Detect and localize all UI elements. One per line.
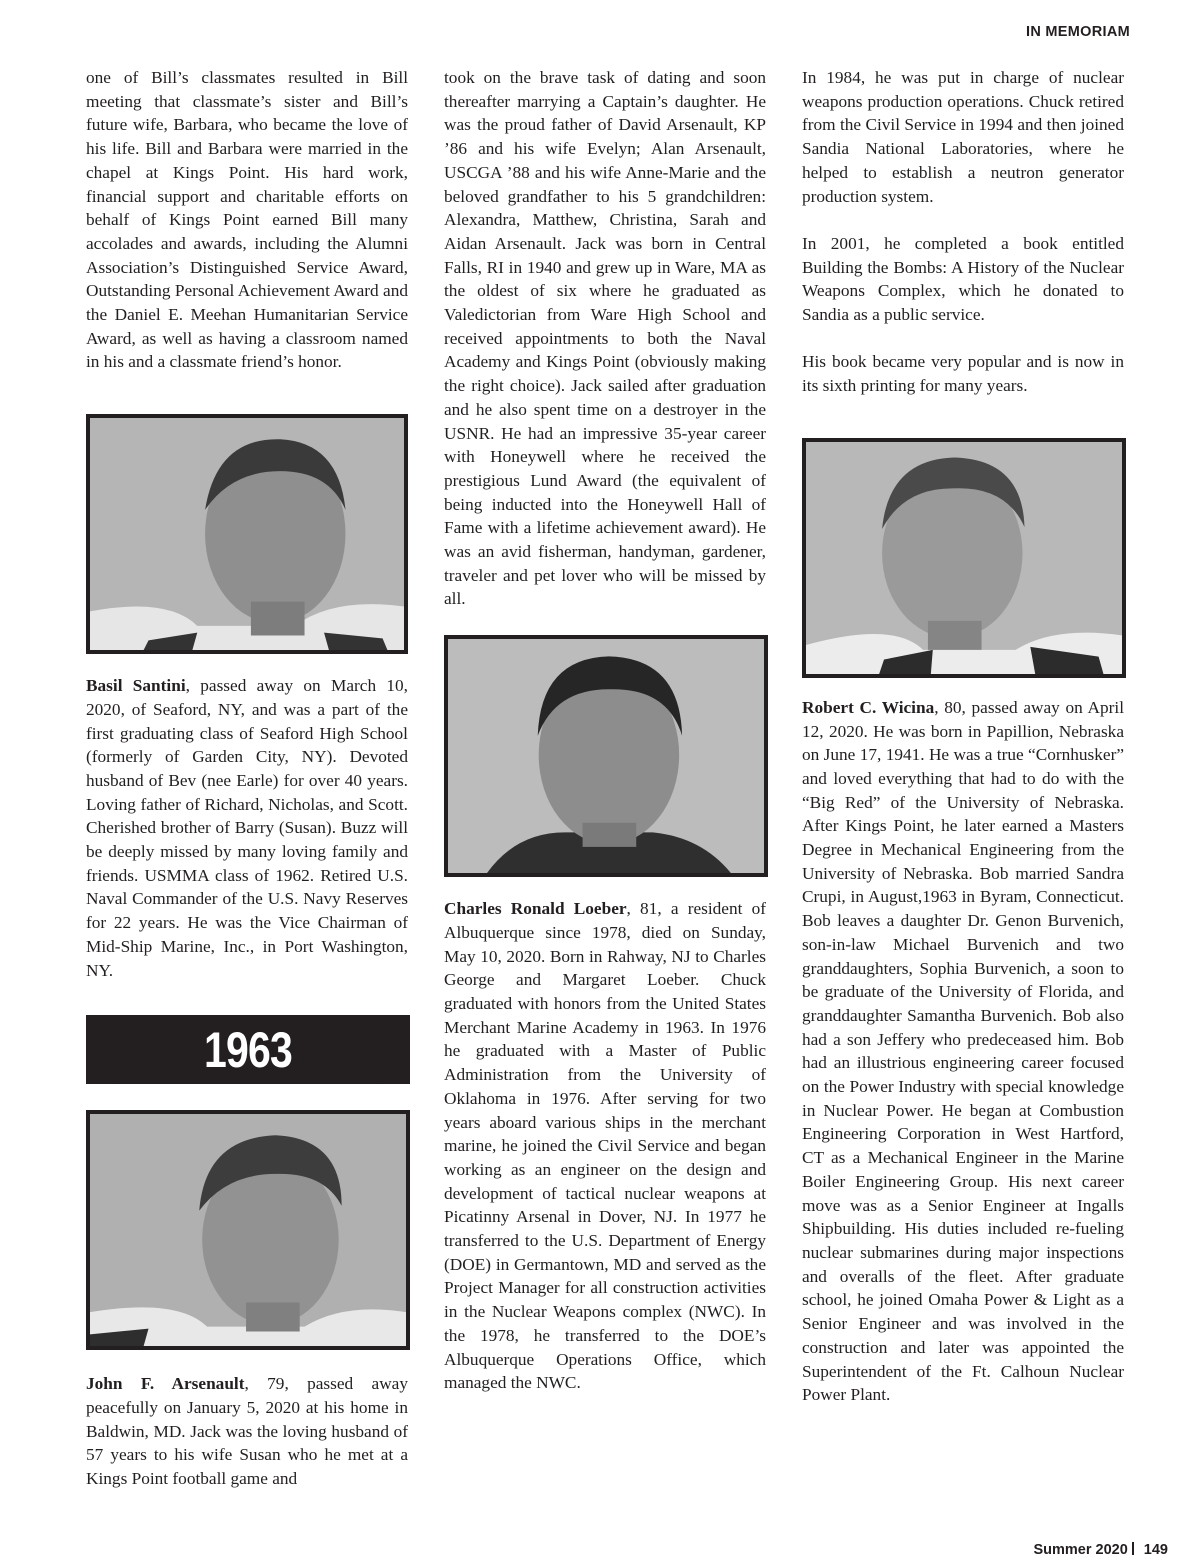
arsenault-portrait — [86, 1110, 410, 1350]
section-label: IN MEMORIAM — [1026, 24, 1130, 40]
column-3 — [802, 66, 1124, 1407]
loeber-text: , 81, a resident of Albuquerque since 1978, died on Sunday, May 10, 2020. Born in Rahway, NJ to Charles George and Margaret Loeber. Chuck graduated with honors from the United States Merchant Marine Academy in 1963. In 1976 he graduated with a Master of Public Administration from the University of Oklahoma in 1976. After serving for two years aboard various ships in the merchant marine, he joined the Civil Service and began working as an engineer on the design and development of tactical nuclear weapons at Picatinny Arsenal in Dover, NJ. In 1977 he transferred to the U.S. Department of Energy (DOE) in Germantown, MD and served as the Project Manager for all construction activities in the Nuclear Weapons complex (NWC). In the 1978, he transferred to the DOE’s Albuquerque Operations Office, which managed the NWC. — [444, 899, 766, 1393]
class-year-banner — [86, 1015, 410, 1084]
page-number: 149 — [1143, 1542, 1168, 1558]
bill-obituary-continuation: one of Bill’s classmates resulted in Bill meeting that classmate’s sister and Bill’s future wife, Barbara, who became the love of his life. Bill and Barbara were married in the chapel at Kings Point. His hard work, financial support and charitable efforts on behalf of Kings Point earned Bill many accolades and awards, including the Alumni Association’s Distinguished Service Award, Outstanding Personal Achievement Award and the Daniel E. Meehan Humanitarian Service Award, as well as having a classroom named in his and a classmate friend’s honor. — [86, 68, 408, 372]
wicina-portrait — [802, 438, 1126, 678]
arsenault-obituary — [86, 1372, 408, 1491]
issue-label: Summer 2020 — [1033, 1542, 1128, 1558]
column-2 — [444, 66, 766, 1395]
arsenault-obituary-continuation: took on the brave task of dating and soon thereafter marrying a Captain’s daughter. He was the proud father of David Arsenault, KP ’86 and his wife Evelyn; Alan Arsenault, USCGA ’88 and his wife Anne-Marie and the beloved grandfather to his 5 grandchildren: Alexandra, Matthew, Christina, Sarah and Aidan Arsenault. Jack was born in Central Falls, RI in 1940 and grew up in Ware, MA as the oldest of six where he graduated as Valedictorian from Ware High School and received appointments to both the Naval Academy and Kings Point (obviously making the right choice). Jack sailed after graduation and he also spent time on a destroyer in the USNR. He had an impressive 35-year career with Honeywell where he received the prestigious Lund Award (the equivalent of being inducted into the Honeywell Hall of Fame with a lifetime achievement award). He was an avid fisherman, handyman, gardener, traveler and pet lover who will be missed by all. — [444, 68, 766, 609]
arsenault-text: , 79, passed away peacefully on January 5, 2020 at his home in Baldwin, MD. Jack was the loving husband of 57 years to his wife Susan who he met at a Kings Point football game and — [86, 1374, 408, 1489]
loeber-obituary-continuation: In 1984, he was put in charge of nuclear weapons production operations. Chuck retired from the Civil Service in 1994 and then joined Sandia National Laboratories, where he helped to establish a neutron generator production system. — [802, 68, 1124, 206]
arsenault-name: John F. Arsenault — [86, 1374, 245, 1394]
class-year-label: 1963 — [115, 1015, 381, 1084]
wicina-text: , 80, passed away on April 12, 2020. He was born in Papillion, Nebraska on June 17, 1941. He was a true “Cornhusker” and loved everything that had to do with the “Big Red” of the University of Nebraska. After Kings Point, he later earned a Masters Degree in Mechanical Engineering from the University of Nebraska. Bob married Sandra Crupi, in August,1963 in Byram, Connecticut. Bob leaves a daughter Dr. Genon Burvenich, son-in-law Michael Burvenich and two granddaughters, Sophia Burvenich, a soon to be graduate of the University of Florida, and granddaughter Samantha Burvenich. Bob also had a son Jeffery who predeceased him. Bob had an illustrious engineering career focused on the Power Industry with special knowledge in Nuclear Power. He began at Combustion Engineering Corporation in West Hartford, CT as a Mechanical Engineer in the Marine Boiler Engineering Group. His next career move was as a Senior Engineer at Ingalls Shipbuilding. His duties included re-fueling nuclear submarines during major inspections and overalls of the fleet. After graduate school, he joined Omaha Power & Light as a Senior Engineer and was involved in the construction and later was appointed the Superintendent of the Ft. Calhoun Nuclear Power Plant. — [802, 697, 1124, 1405]
loeber-name: Charles Ronald Loeber — [444, 899, 627, 919]
santini-portrait — [86, 414, 408, 654]
santini-obituary — [86, 674, 408, 982]
loeber-obituary — [444, 897, 766, 1395]
wicina-obituary — [802, 696, 1124, 1407]
page-footer — [1033, 1542, 1168, 1558]
wicina-name: Robert C. Wicina — [802, 697, 935, 717]
loeber-book-paragraph: In 2001, he completed a book entitled Building the Bombs: A History of the Nuclear Weapons Complex, which he donated to Sandia as a public service. — [802, 233, 1124, 325]
santini-name: Basil Santini — [86, 676, 186, 696]
santini-text: , passed away on March 10, 2020, of Seaford, NY, and was a part of the first graduating class of Seaford High School (formerly of Garden City, NY). Devoted husband of Bev (nee Earle) for over 40 years. Loving father of Richard, Nicholas, and Scott. Cherished brother of Barry (Susan). Buzz will be deeply missed by many loving family and friends. USMMA class of 1962. Retired U.S. Naval Commander of the U.S. Navy Reserves for 22 years. He was the Vice Chairman of Mid-Ship Marine, Inc., in Port Washington, NY. — [86, 676, 408, 980]
loeber-portrait — [444, 635, 768, 877]
loeber-book-popularity: His book became very popular and is now in its sixth printing for many years. — [802, 352, 1124, 396]
column-1 — [86, 66, 408, 1491]
footer-divider — [1132, 1542, 1134, 1555]
